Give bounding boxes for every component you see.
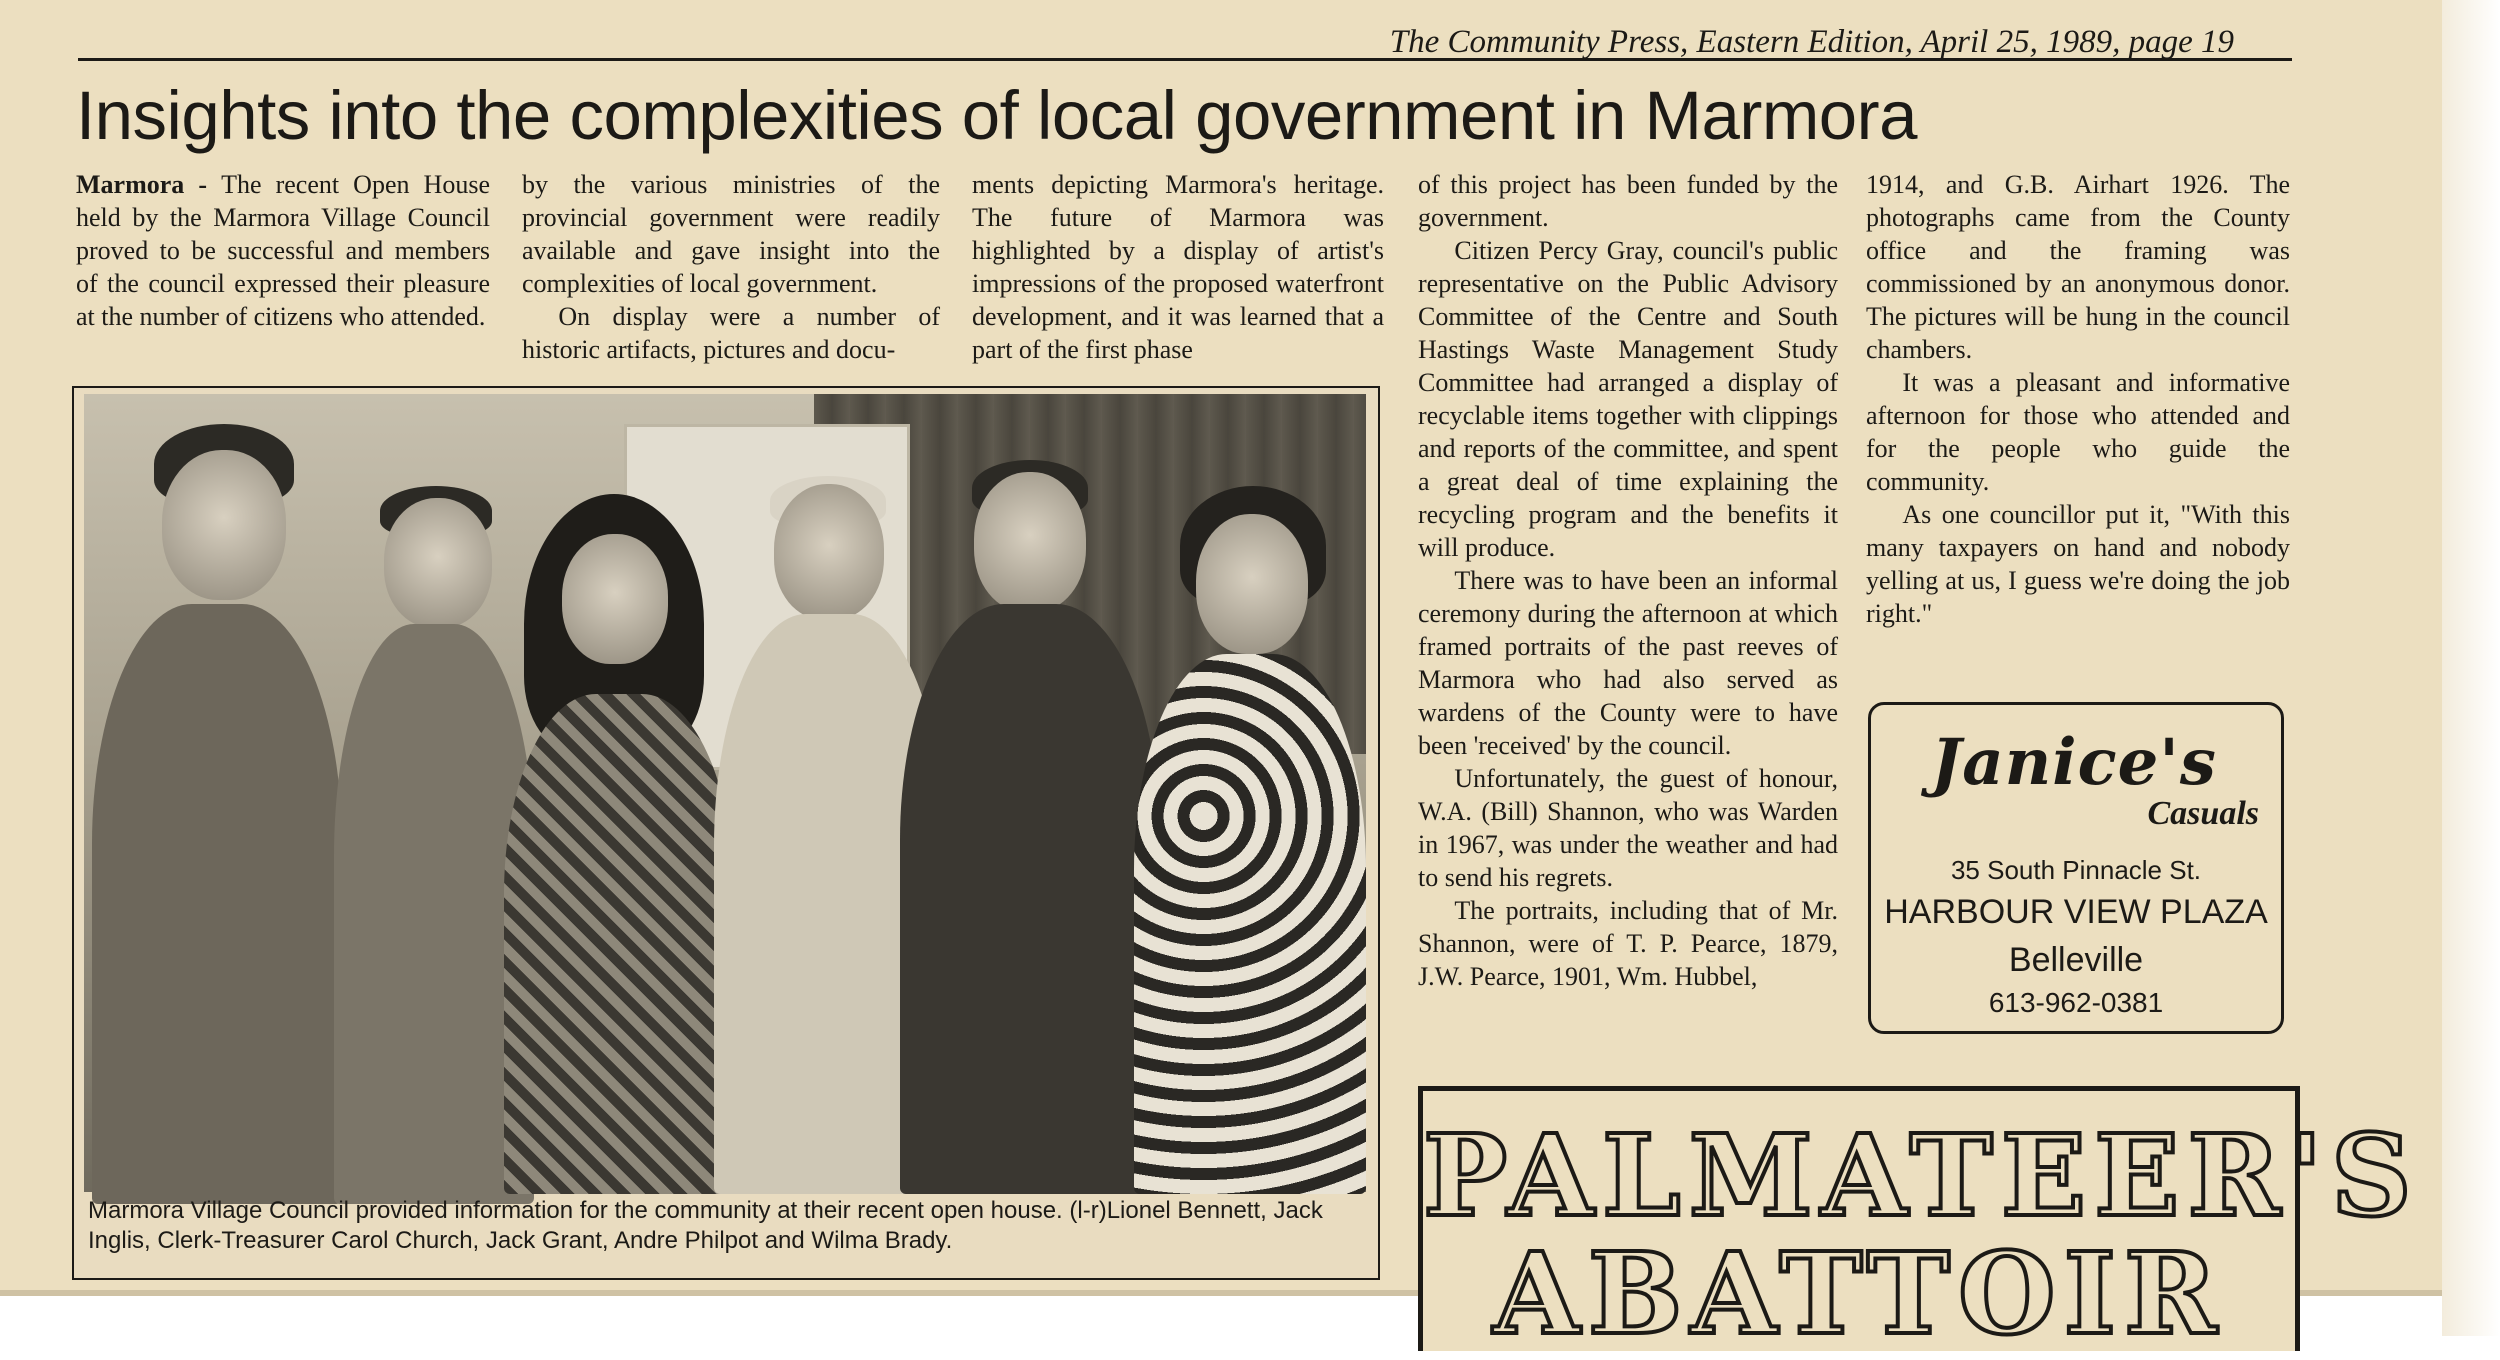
photo-frame — [72, 386, 1380, 1280]
article-paragraph: by the various ministries of the provincial government were readily available and gave insight into the complexities of local government. — [522, 170, 940, 298]
paragraph-text: The recent Open House held by the Marmora Village Council proved to be successful and members of the council expressed their pleasure at the number of citizens who attended. — [76, 170, 490, 331]
header-rule — [78, 58, 2292, 61]
article-paragraph: Unfortunately, the guest of honour, W.A. (Bill) Shannon, who was Warden in 1967, was under the weather and had to send his regrets. — [1418, 764, 1838, 892]
masthead-line: The Community Press, Eastern Edition, April 25, 1989, page 19 — [1389, 24, 2234, 60]
article-paragraph: Citizen Percy Gray, council's public representative on the Public Advisory Committee of the Centre and South Hastings Waste Management Study Committee had arranged a display of recyclable items together with clippings and reports of the committee, and spent a great deal of time explaining the recycling program and the benefits it will produce. — [1418, 236, 1838, 562]
article-paragraph: 1914, and G.B. Airhart 1926. The photographs came from the County office and the framing was commissioned by an anonymous donor. The pictures will be hung in the council chambers. — [1866, 170, 2290, 364]
scan-margin — [2442, 0, 2500, 1336]
photo-caption: Marmora Village Council provided information for the community at their recent open house. (l-r)Lionel Bennett, Jack Inglis, Clerk-Treasurer Carol Church, Jack Grant, Andre Philpot and Wilma Brady. — [88, 1197, 1323, 1254]
article-paragraph: of this project has been funded by the government. — [1418, 170, 1838, 232]
palmateers-abattoir: ABATTOIR — [1492, 1229, 2226, 1360]
janices-subtitle: Casuals — [2147, 795, 2259, 832]
palmateers-name: PALMATEER'S — [1423, 1111, 2420, 1242]
dateline: Marmora - — [76, 170, 222, 199]
article-column-4 — [1418, 168, 1838, 993]
janices-plaza: HARBOUR VIEW PLAZA — [1884, 893, 2268, 931]
article-paragraph: ments depicting Marmora's heritage. The future of Marmora was highlighted by a display of artist's impressions of the proposed waterfront development, and it was learned that a part of the first phase — [972, 170, 1384, 364]
article-paragraph: As one councillor put it, "With this many taxpayers on hand and nobody yelling at us, I guess we're doing the job right." — [1866, 500, 2290, 628]
article-paragraph: The portraits, including that of Mr. Shannon, were of T. P. Pearce, 1879, J.W. Pearce, 1901, Wm. Hubbel, — [1418, 896, 1838, 991]
palmateers-abattoir-ad — [1418, 1086, 2420, 1360]
photo-person — [84, 394, 344, 1192]
janices-city: Belleville — [2008, 941, 2144, 979]
article-column-3 — [972, 168, 1384, 366]
article-column-1 — [76, 168, 490, 333]
article-paragraph: On display were a number of historic artifacts, pictures and docu- — [522, 302, 940, 364]
photo-person — [1134, 394, 1366, 1192]
article-paragraph: It was a pleasant and informative afternoon for those who attended and for the people who guide the community. — [1866, 368, 2290, 496]
article-column-5 — [1866, 168, 2290, 630]
janices-phone: 613-962-0381 — [1988, 987, 2164, 1018]
article-column-2 — [522, 168, 940, 366]
janices-address: 35 South Pinnacle St. — [1950, 855, 2202, 885]
photo-person — [894, 394, 1154, 1192]
group-photo — [84, 394, 1366, 1192]
article-paragraph — [76, 168, 490, 333]
janices-logo: Janice's — [1931, 725, 2217, 800]
janices-casuals-ad — [1868, 702, 2284, 1034]
article-headline: Insights into the complexities of local government in Marmora — [76, 77, 1918, 154]
article-paragraph: There was to have been an informal ceremony during the afternoon at which framed portraits of the past reeves of Marmora who had also served as wardens of the County were to have been 'received' by the council. — [1418, 566, 1838, 760]
